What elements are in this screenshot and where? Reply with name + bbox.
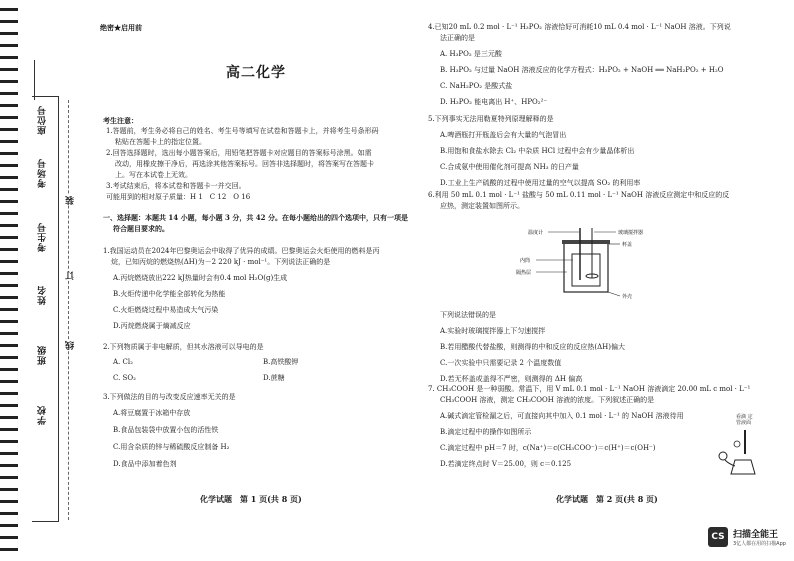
label-outer: 外壳	[622, 294, 633, 300]
binding-stripe	[0, 452, 18, 455]
q4-option: B. H₃PO₂ 与过量 NaOH 溶液反应的化学方程式：H₃PO₂ + NaOH ══ NaH₂PO₂ + H₂O	[440, 66, 724, 74]
notes-line: 可能用到的相对原子质量：H 1 C 12 O 16	[106, 193, 251, 201]
label-insulation: 隔热层	[516, 270, 532, 276]
binding-dashed-line	[68, 100, 69, 520]
binding-stripe	[0, 140, 18, 143]
binding-stripe	[0, 272, 18, 275]
binding-stripe	[0, 44, 18, 47]
notes-line: 3.考试结束后，将本试卷和答题卡一并交回。	[106, 182, 246, 190]
question-6-options	[440, 310, 625, 385]
q4-stem: 法正确的是	[440, 34, 475, 42]
binding-stripe	[0, 476, 18, 479]
binding-stripe	[0, 428, 18, 431]
footer-page-1: 化学试题 第 1 页(共 8 页)	[200, 494, 302, 504]
binding-stripe	[0, 164, 18, 167]
binding-stripe	[0, 404, 18, 407]
binding-stripe	[0, 236, 18, 239]
question-7	[428, 384, 750, 470]
label-thermometer: 温度计	[528, 230, 544, 236]
notes-line: 改动，用橡皮擦干净后，再选涂其他答案标号。回答非选择题时，将答案写在答题卡	[115, 160, 374, 168]
section-line: 一、选择题：本题共 14 小题，每小题 3 分，共 42 分。在每小题给出的四个选项中，只有一项是	[103, 213, 408, 222]
binding-stripe	[0, 464, 18, 467]
q5-option: C.合成氨中使用催化剂可提高 NH₃ 的日产量	[440, 163, 579, 171]
outer-shell	[564, 242, 608, 292]
binding-stripe	[0, 524, 18, 527]
binding-stripe	[0, 212, 18, 215]
mark-xian: 线	[66, 340, 76, 350]
binding-stripe	[0, 392, 18, 395]
q4-stem: 4.已知20 mL 0.2 mol · L⁻¹ H₃PO₂ 溶液恰好可消耗10 mL 0.4 mol · L⁻¹ NaOH 溶液。下列说	[428, 23, 731, 31]
q2-option: B.高铁酸钾	[263, 358, 299, 366]
binding-stripe	[0, 260, 18, 263]
q4-option: D. H₃PO₂ 能电离出 H⁺、HPO₂²⁻	[440, 98, 548, 106]
q6-option: A.实验时玻璃搅拌器上下匀速搅拌	[440, 327, 546, 335]
binding-stripe	[0, 92, 18, 95]
q7-option: C.滴定过程中 pH＝7 时，c(Na⁺)＝c(CH₃COO⁻)＝c(H⁺)＝c(OH⁻)	[440, 444, 656, 452]
titration-figure	[715, 430, 757, 478]
q5-option: B.用饱和食盐水除去 Cl₂ 中杂质 HCl 过程中会有少量晶体析出	[440, 147, 635, 155]
binding-stripe	[0, 296, 18, 299]
binding-stripe	[0, 128, 18, 131]
q1-option: D.丙烷燃烧属于熵减反应	[113, 322, 191, 330]
binding-stripe	[0, 380, 18, 383]
field-seat-number: 座位号	[38, 105, 48, 135]
q4-option: A. H₃PO₂ 是三元酸	[440, 50, 502, 58]
binding-stripe	[0, 416, 18, 419]
binding-stripe	[0, 548, 18, 551]
binding-stripe	[0, 8, 18, 11]
label-lid: 杯盖	[622, 242, 633, 248]
q7-stem: 7. CH₃COOH 是一种弱酸。常温下，用 V mL 0.1 mol · L⁻¹ NaOH 溶液滴定 20.00 mL c mol · L⁻¹	[428, 385, 751, 393]
question-1	[103, 246, 380, 332]
q1-stem: 烷，已知丙烷的燃烧热(ΔH)为－2 220 kJ · mol⁻¹。下列说法正确的是	[111, 258, 331, 266]
binding-stripe	[0, 80, 18, 83]
binding-stripe	[0, 440, 18, 443]
section-line: 符合题目要求的。	[113, 224, 169, 233]
hand-icon	[719, 452, 727, 460]
q3-stem: 3.下列做法的目的与改变反应速率无关的是	[103, 393, 236, 401]
q2-stem: 2.下列物质属于非电解质，但其水溶液可以导电的是	[103, 343, 264, 351]
binding-stripe	[0, 56, 18, 59]
q3-option: C.用含杂质的锌与稀硫酸反应制备 H₂	[113, 443, 230, 451]
question-6	[428, 190, 729, 212]
notes-line: 上。写在本试卷上无效。	[115, 171, 192, 179]
q7-stem: CH₃COOH 溶液，测定 CH₃COOH 溶液的浓度。下列叙述正确的是	[440, 396, 655, 404]
q2-option: C. SO₂	[113, 374, 136, 382]
q7-option: D.若滴定终点时 V＝25.00，则 c＝0.125	[440, 460, 572, 468]
binding-stripe	[0, 284, 18, 287]
binding-stripe	[0, 20, 18, 23]
q1-option: B.火炬传递中化学能全部转化为热能	[113, 290, 226, 298]
question-4	[428, 22, 731, 108]
binding-line	[34, 60, 35, 100]
q5-stem: 5.下列事实无法用勒夏特列原理解释的是	[428, 115, 554, 123]
q6-stem: 6.利用 50 mL 0.1 mol · L⁻¹ 盐酸与 50 mL 0.11 mol · L⁻¹ NaOH 溶液反应测定中和反应的反	[428, 191, 730, 199]
binding-stripe	[0, 116, 18, 119]
field-candidate-number: 考生号	[38, 222, 48, 252]
page-title: 高二化学	[226, 65, 286, 81]
question-3	[103, 392, 236, 470]
binding-stripe	[0, 104, 18, 107]
field-name: 姓名	[38, 285, 48, 305]
binding-stripe	[0, 68, 18, 71]
camscanner-logo: CS	[708, 527, 728, 547]
footer-page-2: 化学试题 第 2 页(共 8 页)	[556, 494, 658, 504]
binding-stripe	[0, 356, 18, 359]
camscanner-name: 扫描全能王	[733, 530, 779, 540]
q5-option: A.啤酒瓶打开瓶盖后会有大量的气泡冒出	[440, 131, 567, 139]
q6-stem: 应热，测定装置如图所示。	[440, 202, 524, 210]
secret-label: 绝密★启用前	[100, 23, 142, 32]
label-stirrer: 玻璃搅拌器	[618, 230, 644, 236]
inner-cup	[572, 254, 600, 286]
binding-stripe	[0, 332, 18, 335]
field-exam-room: 考场号	[38, 158, 48, 188]
binding-stripe	[0, 200, 18, 203]
field-school: 学校	[38, 405, 48, 425]
q6-option: D.若无杯盖或盖得不严密，则测得的 ΔH 偏高	[440, 375, 583, 383]
binding-stripe	[0, 500, 18, 503]
mark-zhuang: 装	[66, 195, 76, 205]
question-2	[103, 342, 413, 384]
q6-ask: 下列说法错误的是	[440, 311, 496, 319]
q2-option: A. Cl₂	[113, 358, 133, 366]
notes-line: 2.回答选择题时，选出每小题答案后，用铅笔把答题卡对应题目的答案标号涂黑。如需	[106, 149, 372, 157]
camscanner-tagline: 3亿人都在用的扫描App	[733, 541, 786, 547]
binding-stripe	[0, 512, 18, 515]
binding-stripe	[0, 152, 18, 155]
titration-figure-label: 看滴 定管液面	[736, 414, 753, 426]
section-heading	[103, 212, 408, 234]
binding-stripe	[0, 188, 18, 191]
q2-option: D.蔗糖	[263, 374, 285, 382]
binding-stripe	[0, 368, 18, 371]
binding-stripe	[0, 308, 18, 311]
notes-heading: 考生注意：	[103, 116, 138, 125]
binding-stripe	[0, 488, 18, 491]
binding-stripe	[0, 224, 18, 227]
q7-option: B.滴定过程中的操作如图所示	[440, 428, 532, 436]
q7-option: A.碱式滴定管检漏之后，可直接向其中加入 0.1 mol · L⁻¹ 的 NaOH 溶液待用	[440, 412, 684, 420]
q6-option: C.一次实验中只需要记录 2 个温度数值	[440, 359, 562, 367]
q1-stem: 1.我国运动员在2024年巴黎奥运会中取得了优异的成绩。巴黎奥运会火炬使用的燃料是丙	[103, 247, 380, 255]
q4-option: C. NaH₂PO₂ 是酸式盐	[440, 82, 513, 90]
binding-strip	[0, 0, 20, 561]
calorimeter-figure	[512, 228, 662, 308]
notes-line: 1.答题前，考生务必将自己的姓名、考生号等填写在试卷和答题卡上，并将考生号条形码	[106, 127, 379, 135]
q3-option: B.食品包装袋中放置小包的活性铁	[113, 426, 219, 434]
q3-option: A.将豆腐置于冰箱中存放	[113, 409, 191, 417]
question-5	[428, 114, 640, 189]
notes-line: 粘贴在答题卡上的指定位置。	[115, 138, 206, 146]
binding-stripe	[0, 32, 18, 35]
binding-stripe	[0, 536, 18, 539]
notes-block	[103, 115, 379, 203]
q5-option: D.工业上生产硫酸的过程中使用过量的空气以提高 SO₂ 的利用率	[440, 179, 641, 187]
q1-option: A.丙烷燃烧放出222 kJ热量时会有0.4 mol H₂O(g)生成	[113, 274, 288, 282]
field-class: 班级	[38, 345, 48, 365]
binding-stripe	[0, 344, 18, 347]
q1-option: C.火炬燃烧过程中易造成大气污染	[113, 306, 219, 314]
q6-option: B.若用醋酸代替盐酸，则测得的中和反应的反应热(ΔH)偏大	[440, 343, 625, 351]
binding-stripe	[0, 176, 18, 179]
cup-lid	[562, 240, 610, 244]
label-inner: 内筒	[520, 258, 531, 264]
flask-icon	[731, 460, 755, 474]
binding-stripe	[0, 320, 18, 323]
binding-stripe	[0, 248, 18, 251]
mark-ding: 订	[66, 270, 76, 280]
q3-option: D.食品中添加着色剂	[113, 460, 177, 468]
